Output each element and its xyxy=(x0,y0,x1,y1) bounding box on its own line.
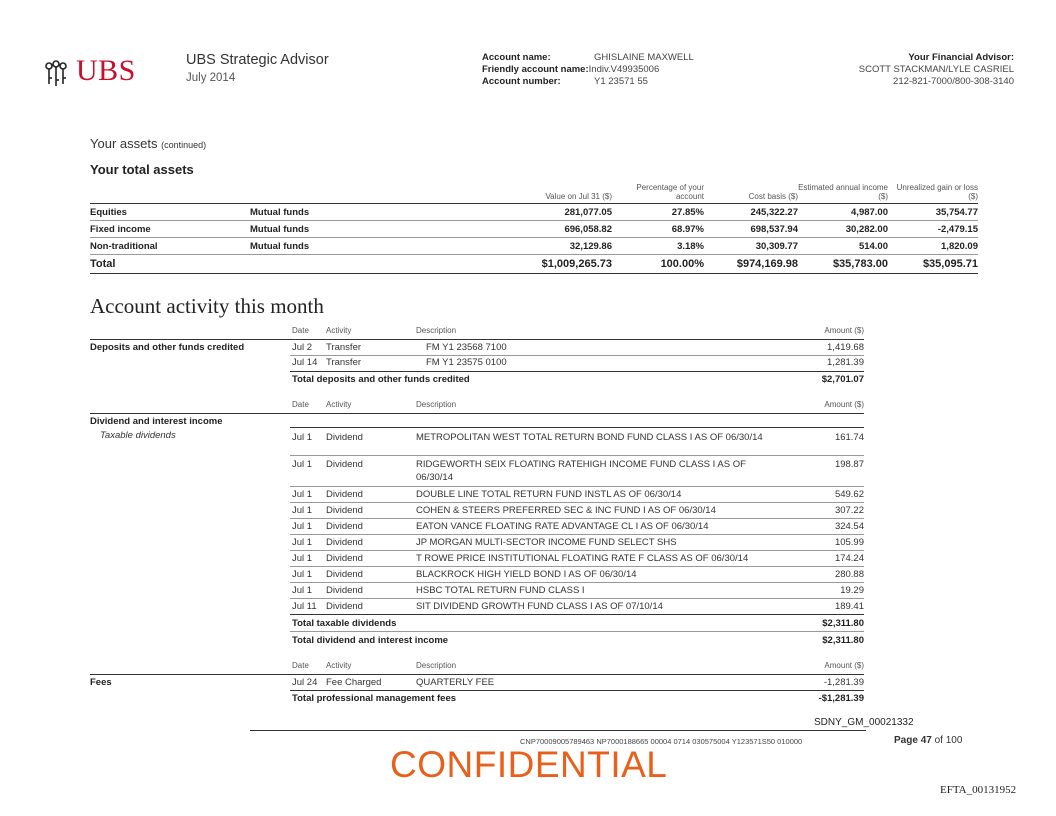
fees-total-amount: -$1,281.39 xyxy=(818,693,864,704)
dividend-activity: Dividend xyxy=(326,505,363,516)
divider xyxy=(290,598,864,599)
fee-date: Jul 24 xyxy=(292,677,318,688)
col-percentage: Percentage of your account xyxy=(612,183,704,204)
confidential-stamp: CONFIDENTIAL xyxy=(390,744,668,785)
bates-number: SDNY_GM_00021332 xyxy=(814,717,914,728)
divider xyxy=(90,674,864,675)
dividend-date: Jul 1 xyxy=(292,521,313,532)
fee-activity: Fee Charged xyxy=(326,677,382,688)
col-date: Date xyxy=(292,400,309,409)
divider xyxy=(290,534,864,535)
fee-description: QUARTERLY FEE xyxy=(416,677,495,688)
continued-label: (continued) xyxy=(161,140,207,150)
divider xyxy=(290,502,864,503)
dividend-activity: Dividend xyxy=(326,601,363,612)
taxable-dividends-total-amount: $2,311.80 xyxy=(822,618,864,629)
divider xyxy=(290,614,864,615)
ubs-keys-icon xyxy=(40,58,72,90)
advisor-label: Your Financial Advisor: xyxy=(908,52,1014,63)
account-number: Y1 23571 55 xyxy=(594,76,648,87)
dividend-activity: Dividend xyxy=(326,585,363,596)
dividend-activity: Dividend xyxy=(326,521,363,532)
dividend-date: Jul 1 xyxy=(292,585,313,596)
account-info xyxy=(482,52,694,88)
dividend-activity: Dividend xyxy=(326,553,363,564)
dividend-amount: 324.54 xyxy=(834,521,864,532)
financial-advisor xyxy=(859,52,1014,88)
col-value: Value on Jul 31 ($) xyxy=(460,183,612,204)
dividend-activity: Dividend xyxy=(326,537,363,548)
dividend-amount: 549.62 xyxy=(834,489,864,500)
divider xyxy=(290,550,864,551)
total-assets-table xyxy=(90,183,978,274)
deposit-amount: 1,419.68 xyxy=(827,342,864,353)
col-description: Description xyxy=(416,400,457,409)
divider xyxy=(290,631,864,632)
col-activity: Activity xyxy=(326,661,352,670)
dividend-description: BLACKROCK HIGH YIELD BOND I AS OF 06/30/14 xyxy=(416,569,637,580)
friendly-name: Indiv.V49935006 xyxy=(588,64,660,75)
dividend-income-total-label: Total dividend and interest income xyxy=(292,635,449,646)
dividend-description: SIT DIVIDEND GROWTH FUND CLASS I AS OF 07/10/14 xyxy=(416,601,663,612)
dividend-date: Jul 11 xyxy=(292,601,317,612)
divider xyxy=(290,427,864,428)
divider xyxy=(290,486,864,487)
deposits-total-label: Total deposits and other funds credited xyxy=(292,374,470,385)
divider xyxy=(290,355,864,356)
divider xyxy=(290,582,864,583)
col-date: Date xyxy=(292,326,309,335)
col-date: Date xyxy=(292,661,309,670)
page-label: Page xyxy=(894,735,918,746)
dividend-description: RIDGEWORTH SEIX FLOATING RATEHIGH INCOME FUND CLASS I AS OF xyxy=(416,459,746,470)
dividend-activity: Dividend xyxy=(326,459,363,470)
col-description: Description xyxy=(416,326,457,335)
table-row: Fixed income Mutual funds 696,058.82 68.97% 698,537.94 30,282.00 -2,479.15 xyxy=(90,221,978,238)
col-cost-basis: Cost basis ($) xyxy=(704,183,798,204)
total-assets-heading: Your total assets xyxy=(90,162,194,177)
taxable-dividends-total-label: Total taxable dividends xyxy=(292,618,397,629)
dividend-income-label: Dividend and interest income xyxy=(90,416,223,427)
divider xyxy=(90,339,864,340)
col-amount: Amount ($) xyxy=(824,326,864,335)
dividend-amount: 189.41 xyxy=(834,601,864,612)
deposits-label: Deposits and other funds credited xyxy=(90,342,245,353)
dividend-date: Jul 1 xyxy=(292,553,313,564)
table-row: Non-traditional Mutual funds 32,129.86 3.18% 30,309.77 514.00 1,820.09 xyxy=(90,238,978,255)
fee-amount: -1,281.39 xyxy=(823,677,864,688)
dividend-activity: Dividend xyxy=(326,489,363,500)
advisor-phone: 212-821-7000/800-308-3140 xyxy=(893,76,1014,87)
dividend-description: DOUBLE LINE TOTAL RETURN FUND INSTL AS OF 06/30/14 xyxy=(416,489,682,500)
account-name-label: Account name: xyxy=(482,52,551,63)
deposit-description: FM Y1 23575 0100 xyxy=(426,357,507,368)
dividend-date: Jul 1 xyxy=(292,489,313,500)
deposit-amount: 1,281.39 xyxy=(827,357,864,368)
deposit-activity: Transfer xyxy=(326,357,362,368)
col-estimated-income: Estimated annual income ($) xyxy=(798,183,888,204)
col-activity: Activity xyxy=(326,400,352,409)
col-amount: Amount ($) xyxy=(824,400,864,409)
dividend-income-total-amount: $2,311.80 xyxy=(822,635,864,646)
dividend-amount: 280.88 xyxy=(834,569,864,580)
dividend-amount: 105.99 xyxy=(834,537,864,548)
dividend-description: EATON VANCE FLOATING RATE ADVANTAGE CL I AS OF 06/30/14 xyxy=(416,521,709,532)
deposit-activity: Transfer xyxy=(326,342,362,353)
col-unrealized-gain: Unrealized gain or loss ($) xyxy=(888,183,978,204)
dividend-description: JP MORGAN MULTI-SECTOR INCOME FUND SELECT SHS xyxy=(416,537,677,548)
dividend-amount: 161.74 xyxy=(834,432,864,443)
dividend-description: METROPOLITAN WEST TOTAL RETURN BOND FUND CLASS I AS OF 06/30/14 xyxy=(416,432,763,443)
divider xyxy=(90,413,864,414)
dividend-amount: 174.24 xyxy=(834,553,864,564)
account-number-label: Account number: xyxy=(482,76,561,87)
dividend-amount: 307.22 xyxy=(834,505,864,516)
account-name: GHISLAINE MAXWELL xyxy=(594,52,694,63)
document-title: UBS Strategic Advisor xyxy=(186,52,329,68)
account-activity-heading: Account activity this month xyxy=(90,294,324,318)
deposit-description: FM Y1 23568 7100 xyxy=(426,342,507,353)
of-label: of xyxy=(934,735,943,746)
page-number xyxy=(894,735,962,746)
page-total: 100 xyxy=(945,735,963,746)
deposit-date: Jul 14 xyxy=(292,357,318,368)
divider xyxy=(290,566,864,567)
friendly-name-label: Friendly account name: xyxy=(482,64,589,75)
dividend-activity: Dividend xyxy=(326,569,363,580)
divider xyxy=(290,518,864,519)
dividend-date: Jul 1 xyxy=(292,537,313,548)
dividend-date: Jul 1 xyxy=(292,459,313,470)
divider xyxy=(290,690,864,691)
total-row: Total $1,009,265.73 100.00% $974,169.98 $35,783.00 $35,095.71 xyxy=(90,255,978,274)
col-activity: Activity xyxy=(326,326,352,335)
col-amount: Amount ($) xyxy=(824,661,864,670)
dividend-amount: 19.29 xyxy=(840,585,864,596)
dividend-description: COHEN & STEERS PREFERRED SEC & INC FUND I AS OF 06/30/14 xyxy=(416,505,716,516)
footer-divider xyxy=(250,730,866,731)
statement-date: July 2014 xyxy=(186,72,236,84)
your-assets-heading: Your assets xyxy=(90,136,158,151)
dividend-amount: 198.87 xyxy=(834,459,864,470)
taxable-dividends-label: Taxable dividends xyxy=(100,430,176,441)
dividend-date: Jul 1 xyxy=(292,505,313,516)
advisor-name: SCOTT STACKMAN/LYLE CASRIEL xyxy=(858,64,1014,75)
deposits-total-amount: $2,701.07 xyxy=(821,374,864,385)
efta-number: EFTA_00131952 xyxy=(940,784,1017,796)
dividend-activity: Dividend xyxy=(326,432,363,443)
ubs-wordmark: UBS xyxy=(76,54,136,87)
col-description: Description xyxy=(416,661,457,670)
fees-label: Fees xyxy=(90,677,112,688)
dividend-description-cont: 06/30/14 xyxy=(416,472,453,483)
divider xyxy=(290,455,864,456)
dividend-description: T ROWE PRICE INSTITUTIONAL FLOATING RATE F CLASS AS OF 06/30/14 xyxy=(416,553,749,564)
document-code: CNP70009005789463 NP7000188665 00004 0714 030575004 Y123571S50 010000 xyxy=(520,737,803,746)
section-title xyxy=(90,136,206,151)
page-current: 47 xyxy=(920,735,932,746)
table-row: Equities Mutual funds 281,077.05 27.85% 245,322.27 4,987.00 35,754.77 xyxy=(90,204,978,221)
deposit-date: Jul 2 xyxy=(292,342,313,353)
dividend-description: HSBC TOTAL RETURN FUND CLASS I xyxy=(416,585,585,596)
fees-total-label: Total professional management fees xyxy=(292,693,457,704)
dividend-date: Jul 1 xyxy=(292,569,313,580)
divider xyxy=(290,371,864,372)
dividend-date: Jul 1 xyxy=(292,432,313,443)
ubs-logo xyxy=(40,54,160,90)
